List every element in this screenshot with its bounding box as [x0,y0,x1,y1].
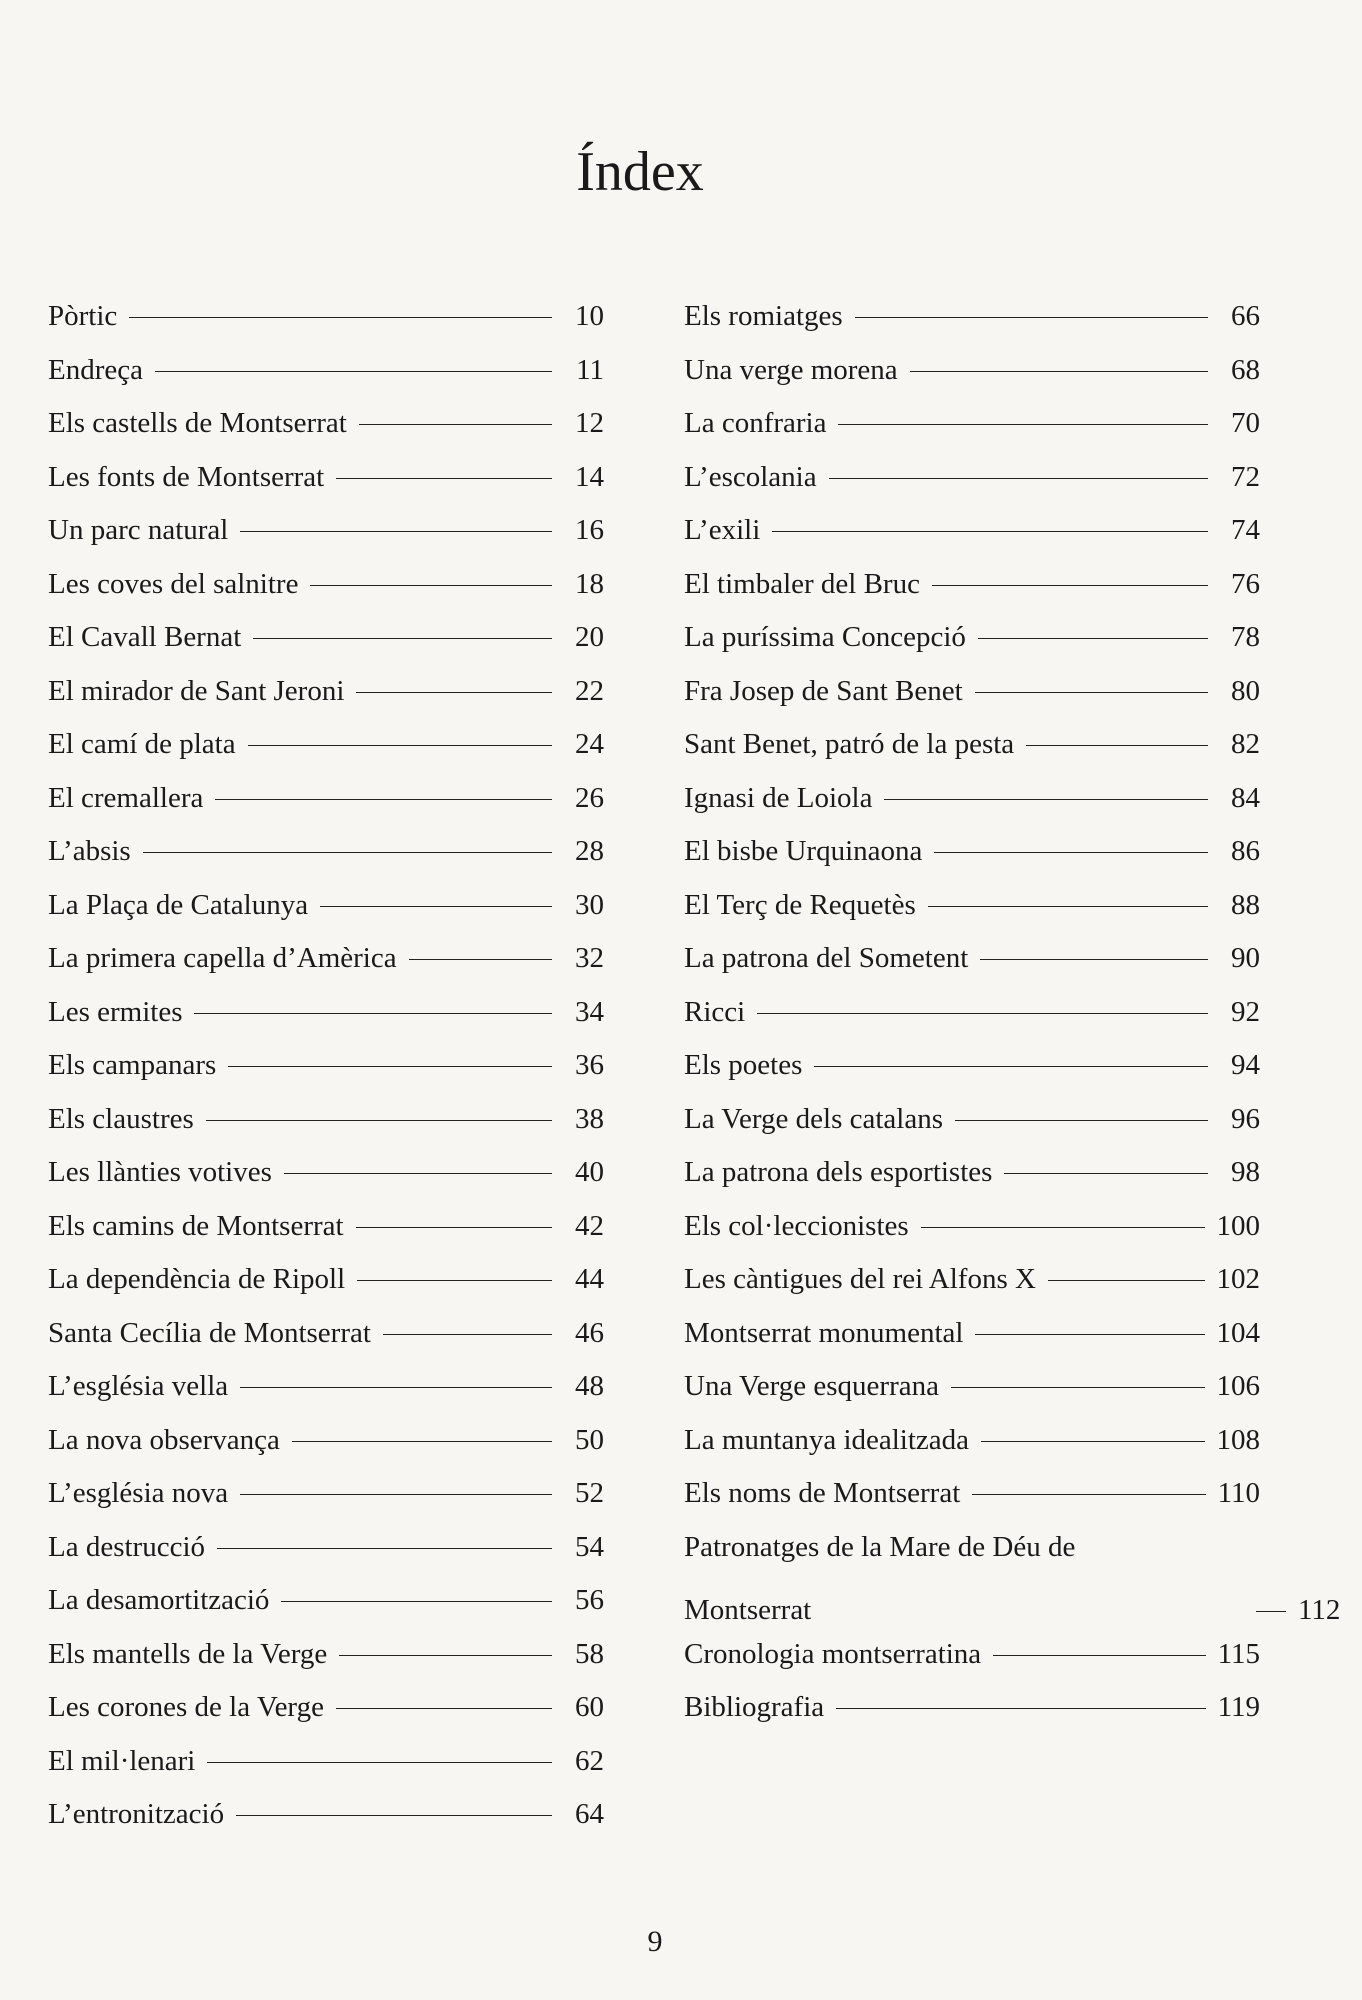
leader-line [284,1173,552,1174]
toc-entry-page: 30 [575,888,604,921]
toc-entry [48,1103,604,1157]
toc-entry-page: 26 [575,781,604,814]
toc-entry [48,1156,604,1210]
leader-line [993,1655,1205,1656]
toc-entry-label: Les coves del salnitre [48,567,299,600]
leader-line [772,531,1208,532]
toc-entry [48,835,604,889]
toc-entry [684,1477,1260,1531]
leader-line [320,906,552,907]
leader-line [829,478,1208,479]
toc-entry-label: Els claustres [48,1102,194,1135]
toc-entry [684,889,1260,943]
toc-entry-label: Fra Josep de Sant Benet [684,674,963,707]
leader-line [981,1441,1204,1442]
toc-entry-label: L’entronització [48,1798,225,1830]
toc-entry [684,354,1260,408]
toc-entry [48,461,604,515]
toc-entry-label: Sant Benet, patró de la pesta [684,728,1015,760]
toc-entry-label: Les càntigues del rei Alfons X [684,1263,1036,1295]
toc-entry-page: 115 [1217,1637,1260,1670]
leader-line [155,371,552,372]
toc-entry-page: 82 [1231,728,1260,760]
toc-entry [684,514,1260,568]
toc-entry-label: El Terç de Requetès [684,888,916,921]
toc-entry-page: 20 [575,621,604,653]
toc-entry-label: Els campanars [48,1049,217,1081]
toc-entry [48,1531,604,1585]
toc-entry-page: 52 [575,1477,604,1509]
toc-entry-label: L’escolania [684,460,817,493]
toc-entry-page: 56 [575,1584,604,1616]
toc-entry-page: 11 [576,353,604,386]
toc-entry [684,1317,1260,1371]
toc-entry-label: Bibliografia [684,1691,825,1723]
toc-entry [48,514,604,568]
toc-entry [48,568,604,622]
toc-entry-label: Montserrat monumental [684,1316,964,1349]
toc-entry-label-line1: Patronatges de la Mare de Déu de [684,1530,1076,1563]
toc-entry-page: 62 [575,1744,604,1777]
toc-entry-page: 44 [575,1263,604,1295]
toc-entry-label: La confraria [684,407,827,439]
toc-entry-label: Els romiatges [684,300,843,332]
toc-entry [48,782,604,836]
toc-entry [48,1477,604,1531]
leader-line [955,1120,1208,1121]
leader-line [359,424,552,425]
toc-entry-page: 108 [1216,1423,1260,1456]
toc-entry-label: Un parc natural [48,514,229,546]
toc-entry-page: 72 [1231,460,1260,493]
toc-entry [48,996,604,1050]
toc-entry-page: 94 [1231,1049,1260,1081]
toc-entry [684,568,1260,622]
toc-entry-label: Pòrtic [48,300,118,332]
toc-entry [684,996,1260,1050]
leader-line [855,317,1208,318]
toc-entry-label: La patrona del Sometent [684,942,969,974]
toc-entry [684,675,1260,729]
toc-entry-label: La desamortització [48,1584,270,1616]
toc-entry-page: 34 [575,995,604,1028]
toc-entry-label: L’església vella [48,1370,229,1402]
leader-line [336,478,552,479]
toc-entry-label: El mirador de Sant Jeroni [48,674,345,707]
toc-entry-label: Les corones de la Verge [48,1691,324,1723]
toc-entry [684,300,1260,354]
leader-line [1256,1611,1286,1612]
toc-entry-page: 14 [575,460,604,493]
toc-entry [684,1424,1260,1478]
toc-entry-label: El camí de plata [48,728,236,760]
toc-entry-label: Cronologia montserratina [684,1637,982,1670]
toc-entry-page: 76 [1231,567,1260,600]
leader-line [934,852,1208,853]
toc-entry [684,1210,1260,1264]
toc-entry-page: 50 [575,1423,604,1456]
toc-entry-label: L’absis [48,835,131,867]
toc-entry [48,1798,604,1852]
toc-entry-label: Ricci [684,995,746,1028]
toc-entry-page: 16 [575,514,604,546]
leader-line [975,692,1208,693]
leader-line [757,1013,1208,1014]
toc-entry-label: Els poetes [684,1049,803,1081]
toc-entry-page: 60 [575,1691,604,1723]
toc-entry [684,1691,1260,1745]
toc-entry [48,1370,604,1424]
toc-entry [684,407,1260,461]
toc-entry-label: La dependència de Ripoll [48,1263,346,1295]
toc-entry [48,675,604,729]
toc-entry [48,889,604,943]
toc-entry-page: 88 [1231,888,1260,921]
leader-line [217,1548,552,1549]
leader-line [838,424,1208,425]
toc-entry-page: 106 [1216,1370,1260,1402]
toc-entry [684,782,1260,836]
toc-entry-label: Els noms de Montserrat [684,1477,961,1509]
toc-entry-page: 78 [1231,621,1260,653]
toc-entry [48,1638,604,1692]
toc-entry-page: 64 [575,1798,604,1830]
leader-line [928,906,1208,907]
toc-entry-label: Una Verge esquerrana [684,1370,939,1402]
leader-line [1004,1173,1208,1174]
toc-entry-label: La Verge dels catalans [684,1102,944,1135]
leader-line [951,1387,1205,1388]
toc-entry [684,835,1260,889]
toc-entry [684,1530,1341,1638]
leader-line [310,585,552,586]
leader-line [836,1708,1205,1709]
leader-line [910,371,1208,372]
leader-line [356,692,552,693]
toc-entry-label: La muntanya idealitzada [684,1423,970,1456]
page-title: Índex [576,141,704,203]
toc-entry-page: 24 [575,728,604,760]
toc-entry-label: Les llànties votives [48,1156,272,1188]
toc-column-left [48,300,604,1852]
toc-entry-page: 110 [1217,1477,1260,1509]
toc-entry-label: Les fonts de Montserrat [48,460,325,493]
toc-entry-label: La Plaça de Catalunya [48,888,309,921]
toc-entry-page: 104 [1216,1316,1260,1349]
leader-line [248,745,552,746]
toc-entry-page: 32 [575,942,604,974]
leader-line [978,638,1208,639]
leader-line [253,638,552,639]
toc-entry [48,300,604,354]
leader-line [228,1066,552,1067]
toc-entry [684,1263,1260,1317]
toc-entry [684,1103,1260,1157]
toc-entry [684,621,1260,675]
toc-entry-label: Els col·leccionistes [684,1209,909,1242]
toc-entry-page: 100 [1216,1209,1260,1242]
toc-entry-label: La nova observança [48,1423,280,1456]
toc-entry-page: 98 [1231,1156,1260,1188]
toc-entry-page: 92 [1231,995,1260,1028]
toc-entry [48,728,604,782]
toc-entry [48,1424,604,1478]
toc-entry-page: 36 [575,1049,604,1081]
toc-entry [684,1049,1260,1103]
toc-entry [48,1263,604,1317]
toc-column-right [684,300,1341,1745]
toc-entry-label: Santa Cecília de Montserrat [48,1316,371,1349]
toc-entry-label: Els castells de Montserrat [48,407,347,439]
leader-line [194,1013,552,1014]
toc-entry [48,942,604,996]
toc-entry-label: El Cavall Bernat [48,621,242,653]
toc-entry-page: 12 [575,407,604,439]
toc-entry-page: 48 [575,1370,604,1402]
toc-entry-page: 74 [1231,514,1260,546]
toc-entry-page: 46 [575,1316,604,1349]
toc-entry-page: 18 [575,567,604,600]
leader-line [240,1387,552,1388]
toc-entry-label: Endreça [48,353,143,386]
toc-entry-label: Les ermites [48,995,183,1028]
toc-entry-page: 80 [1231,674,1260,707]
toc-entry-page: 70 [1231,407,1260,439]
toc-entry [684,1638,1260,1692]
toc-entry-page: 28 [575,835,604,867]
toc-entry-page: 38 [575,1102,604,1135]
toc-entry-label: El mil·lenari [48,1744,196,1777]
toc-entry [48,407,604,461]
toc-entry-label: El bisbe Urquinaona [684,835,923,867]
leader-line [339,1655,552,1656]
toc-entry-page: 102 [1216,1263,1260,1295]
page-number: 9 [647,1925,663,1958]
leader-line [356,1227,552,1228]
toc-entry-page: 90 [1231,942,1260,974]
toc-entry-page: 22 [575,674,604,707]
toc-entry-label: La patrona dels esportistes [684,1156,993,1188]
toc-entry-label: Els mantells de la Verge [48,1637,328,1670]
toc-entry-label: Ignasi de Loiola [684,781,873,814]
toc-entry-page: 119 [1217,1691,1260,1723]
toc-entry-page: 42 [575,1209,604,1242]
leader-line [1048,1280,1205,1281]
leader-line [383,1334,552,1335]
leader-line [240,531,552,532]
toc-entry-page: 96 [1231,1102,1260,1135]
toc-entry [684,1370,1260,1424]
leader-line [281,1601,552,1602]
toc-entry [684,1156,1260,1210]
toc-entry-page: 54 [575,1530,604,1563]
toc-entry-page: 84 [1231,781,1260,814]
toc-entry-label: El cremallera [48,781,204,814]
toc-entry-page: 66 [1231,300,1260,332]
leader-line [357,1280,552,1281]
leader-line [129,317,552,318]
toc-entry-page: 40 [575,1156,604,1188]
leader-line [884,799,1208,800]
toc-entry [48,621,604,675]
toc-entry-label: L’exili [684,514,761,546]
toc-entry [684,942,1260,996]
toc-entry-page: 68 [1231,353,1260,386]
toc-entry-label: L’església nova [48,1477,229,1509]
toc-entry [48,1691,604,1745]
leader-line [409,959,552,960]
toc-entry-label: El timbaler del Bruc [684,567,920,600]
leader-line [143,852,552,853]
toc-entry-label: La puríssima Concepció [684,621,966,653]
toc-entry-page: 86 [1231,835,1260,867]
toc-entry [684,461,1260,515]
leader-line [336,1708,552,1709]
leader-line [975,1334,1204,1335]
toc-entry [48,1584,604,1638]
leader-line [292,1441,552,1442]
leader-line [980,959,1208,960]
toc-entry-page: 58 [575,1637,604,1670]
leader-line [236,1815,552,1816]
toc-entry-label: Montserrat [684,1594,812,1626]
leader-line [932,585,1208,586]
toc-entry [48,1210,604,1264]
leader-line [206,1120,552,1121]
leader-line [921,1227,1205,1228]
leader-line [972,1494,1205,1495]
toc-entry [48,1745,604,1799]
leader-line [1026,745,1208,746]
toc-entry [684,728,1260,782]
toc-entry-label: Els camins de Montserrat [48,1209,344,1242]
toc-entry-label: La destrucció [48,1530,206,1563]
toc-entry-page: 112 [1298,1594,1341,1626]
toc-entry-label: La primera capella d’Amèrica [48,942,397,974]
toc-entry-page: 10 [575,300,604,332]
toc-entry [48,1049,604,1103]
toc-entry [48,354,604,408]
toc-entry-label: Una verge morena [684,353,898,386]
leader-line [207,1762,552,1763]
toc-entry [48,1317,604,1371]
leader-line [215,799,552,800]
leader-line [240,1494,552,1495]
leader-line [814,1066,1208,1067]
